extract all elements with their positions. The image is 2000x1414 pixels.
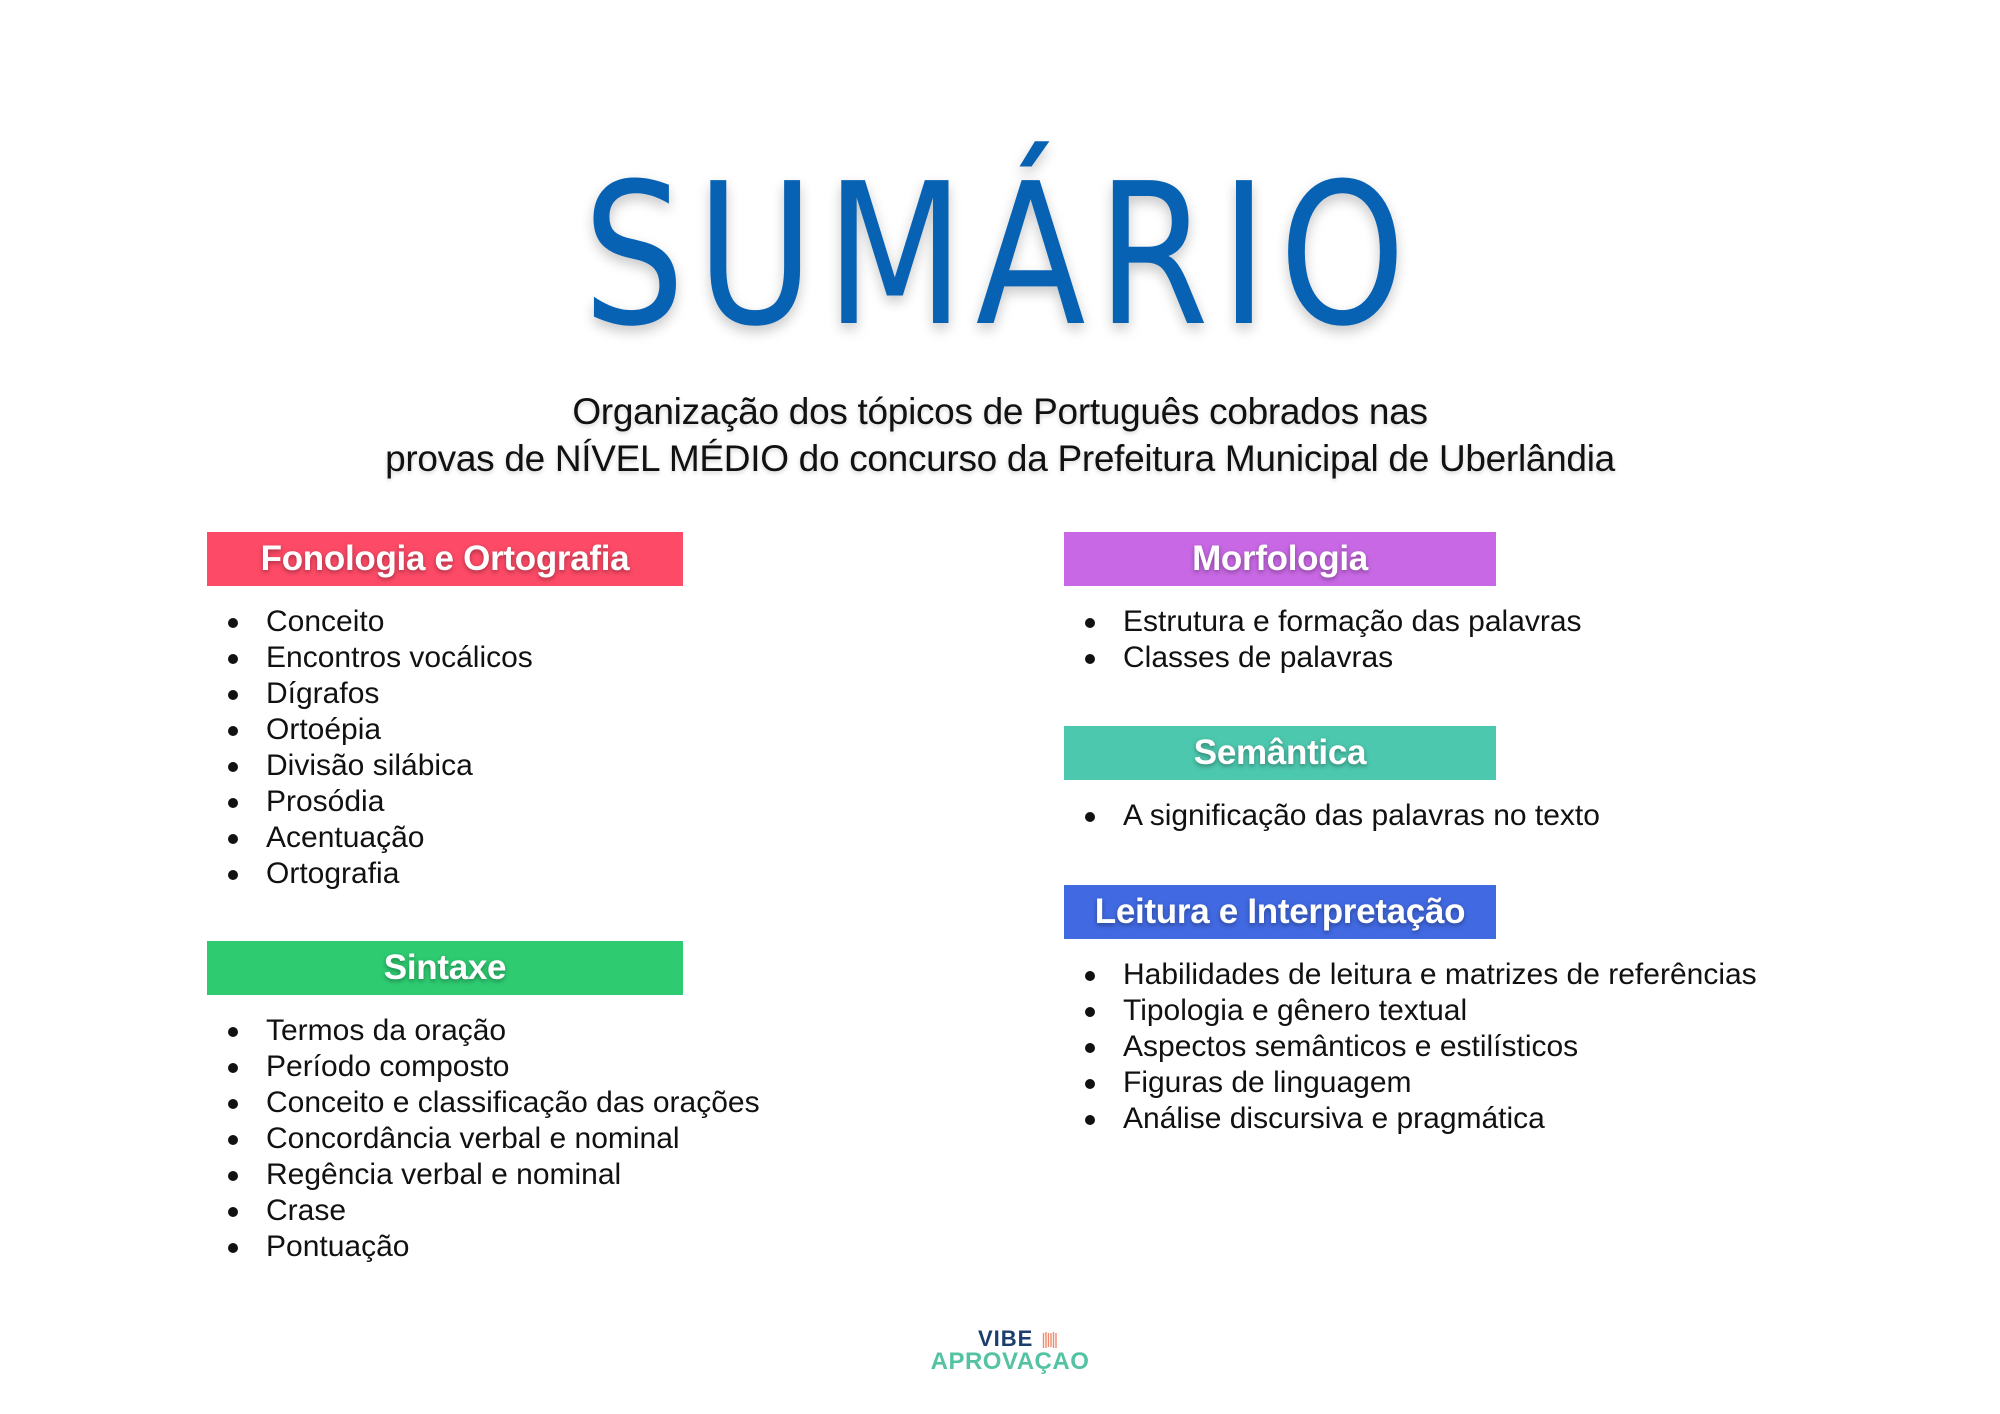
topic-list-sintaxe: [228, 1013, 760, 1265]
bullet-icon: [1085, 812, 1095, 822]
bullet-icon: [228, 654, 238, 664]
bullet-icon: [228, 870, 238, 880]
bullet-icon: [228, 762, 238, 772]
list-item: A significação das palavras no texto: [1085, 798, 1600, 834]
list-item: Tipologia e gênero textual: [1085, 993, 1757, 1029]
list-item: Concordância verbal e nominal: [228, 1121, 760, 1157]
list-item: Termos da oração: [228, 1013, 760, 1049]
logo-text-vibe: VIBE: [978, 1326, 1034, 1351]
bullet-icon: [1085, 1007, 1095, 1017]
list-item: Figuras de linguagem: [1085, 1065, 1757, 1101]
list-item: Acentuação: [228, 820, 533, 856]
bullet-icon: [1085, 1115, 1095, 1125]
topic-list-semantica: [1085, 798, 1600, 834]
logo-text-aprovacao: APROVAÇAO: [930, 1348, 1090, 1375]
list-item: Classes de palavras: [1085, 640, 1582, 676]
list-item: Período composto: [228, 1049, 760, 1085]
topic-list-fonologia: [228, 604, 533, 892]
list-item: Crase: [228, 1193, 760, 1229]
section-header-sintaxe: Sintaxe: [207, 941, 683, 995]
list-item: Estrutura e formação das palavras: [1085, 604, 1582, 640]
bullet-icon: [1085, 971, 1095, 981]
subtitle: [0, 388, 2000, 482]
list-item: Dígrafos: [228, 676, 533, 712]
list-item: Pontuação: [228, 1229, 760, 1265]
bullet-icon: [1085, 618, 1095, 628]
list-item: Ortografia: [228, 856, 533, 892]
bullet-icon: [228, 1135, 238, 1145]
book-icon: [1042, 1331, 1058, 1349]
page-title: SUMÁRIO: [582, 142, 1418, 370]
list-item: Encontros vocálicos: [228, 640, 533, 676]
bullet-icon: [1085, 1043, 1095, 1053]
subtitle-line-1: Organização dos tópicos de Português cobrados nas: [572, 391, 1428, 432]
bullet-icon: [1085, 654, 1095, 664]
list-item: Divisão silábica: [228, 748, 533, 784]
bullet-icon: [228, 1207, 238, 1217]
bullet-icon: [228, 618, 238, 628]
list-item: Conceito: [228, 604, 533, 640]
list-item: Aspectos semânticos e estilísticos: [1085, 1029, 1757, 1065]
bullet-icon: [228, 726, 238, 736]
bullet-icon: [228, 834, 238, 844]
bullet-icon: [228, 1027, 238, 1037]
bullet-icon: [228, 1243, 238, 1253]
section-header-leitura: Leitura e Interpretação: [1064, 885, 1496, 939]
bullet-icon: [1085, 1079, 1095, 1089]
section-header-morfologia: Morfologia: [1064, 532, 1496, 586]
list-item: Conceito e classificação das orações: [228, 1085, 760, 1121]
subtitle-line-2: provas de NÍVEL MÉDIO do concurso da Prefeitura Municipal de Uberlândia: [385, 438, 1615, 479]
topic-list-morfologia: [1085, 604, 1582, 676]
bullet-icon: [228, 1171, 238, 1181]
bullet-icon: [228, 1099, 238, 1109]
list-item: Ortoépia: [228, 712, 533, 748]
brand-logo: [930, 1327, 1090, 1377]
list-item: Habilidades de leitura e matrizes de referências: [1085, 957, 1757, 993]
topic-list-leitura: [1085, 957, 1757, 1137]
bullet-icon: [228, 1063, 238, 1073]
list-item: Prosódia: [228, 784, 533, 820]
section-header-semantica: Semântica: [1064, 726, 1496, 780]
list-item: Análise discursiva e pragmática: [1085, 1101, 1757, 1137]
bullet-icon: [228, 690, 238, 700]
list-item: Regência verbal e nominal: [228, 1157, 760, 1193]
section-header-fonologia: Fonologia e Ortografia: [207, 532, 683, 586]
bullet-icon: [228, 798, 238, 808]
